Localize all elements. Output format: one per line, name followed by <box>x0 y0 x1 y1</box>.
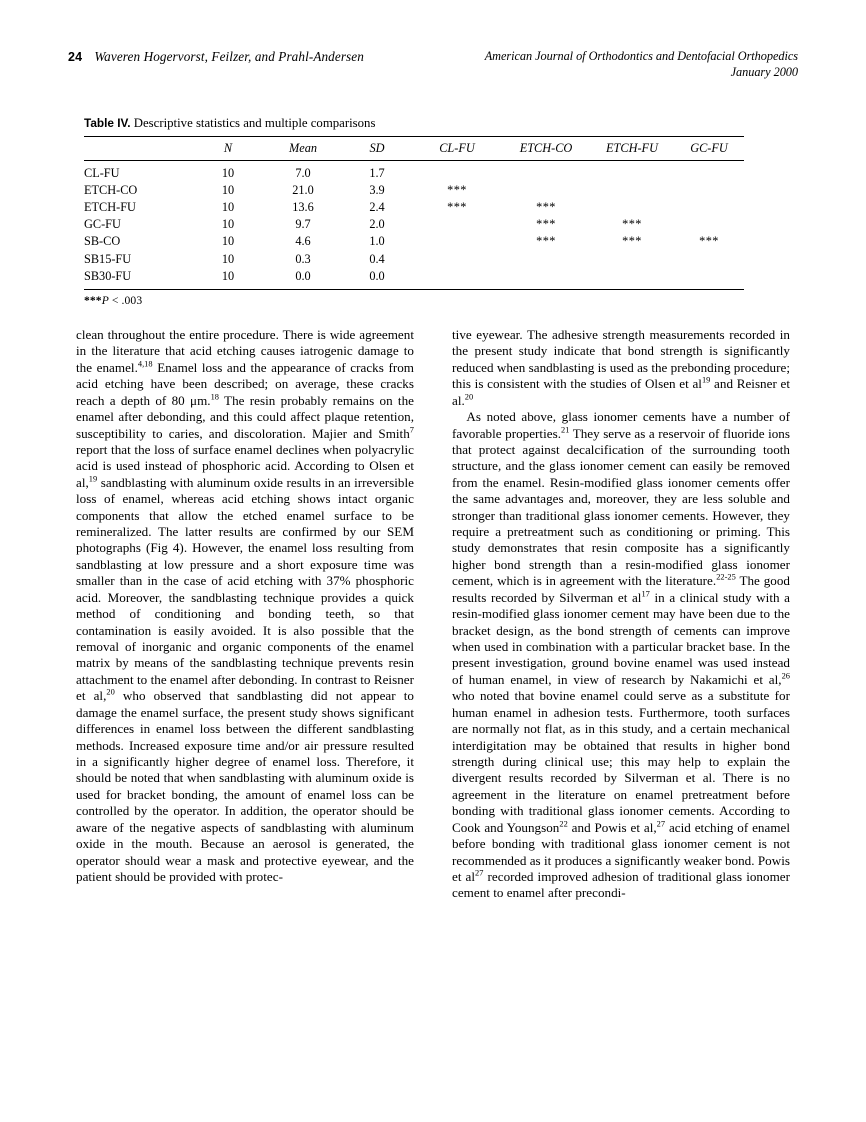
running-head <box>68 48 798 94</box>
cell-mean: 13.6 <box>292 200 314 215</box>
column-header-mean: Mean <box>289 141 317 155</box>
text-run: recorded improved adhesion of traditional glass ionomer cement to enamel after precondi- <box>452 868 790 901</box>
table-label: Table IV. <box>84 116 131 130</box>
citation-ref: 21 <box>560 425 570 435</box>
cell-etch-fu <box>590 250 674 267</box>
cell-sd: 3.9 <box>369 182 385 197</box>
table-block <box>84 116 744 307</box>
cell-etch-fu: *** <box>622 217 642 232</box>
table-row <box>84 233 744 250</box>
cell-group: SB30-FU <box>84 268 132 283</box>
cell-sd: 1.7 <box>369 165 385 180</box>
citation-ref: 22-25 <box>716 572 736 582</box>
right-column <box>452 327 790 1017</box>
footnote-value: < .003 <box>108 293 143 307</box>
cell-mean: 4.6 <box>295 234 311 249</box>
text-run: and Powis et al, <box>567 819 657 835</box>
text-run: acid etching of enamel before bonding with traditional glass ionomer cement is not recommended as it produces a significantly weaker bond. Powis et al <box>452 819 791 884</box>
column-header-cl-fu: CL-FU <box>439 141 475 155</box>
body-columns <box>76 327 790 1017</box>
cell-etch-fu <box>590 268 674 289</box>
cell-cl-fu <box>412 160 502 181</box>
journal-title: American Journal of Orthodontics and Dentofacial Orthopedics <box>484 49 798 63</box>
cell-group: SB15-FU <box>84 251 132 266</box>
cell-gc-fu <box>674 216 744 233</box>
cell-n: 10 <box>221 217 235 232</box>
text-run: m. <box>197 392 211 408</box>
paragraph-right-2 <box>452 409 790 902</box>
cell-gc-fu <box>674 268 744 289</box>
cell-sd: 2.0 <box>369 217 385 232</box>
citation-ref: 27 <box>475 868 484 878</box>
cell-cl-fu <box>412 233 502 250</box>
cell-gc-fu <box>674 182 744 199</box>
cell-cl-fu: *** <box>447 200 467 215</box>
running-head-left <box>68 48 364 66</box>
table-body <box>84 160 744 289</box>
cell-gc-fu: *** <box>699 234 719 249</box>
citation-ref: 19 <box>88 474 98 484</box>
cell-mean: 0.0 <box>295 268 311 283</box>
text-run: report that the loss of surface enamel declines when polyacrylic acid is used instead of phosphoric acid. According to Olsen et al, <box>76 441 414 490</box>
cell-group: SB-CO <box>84 234 121 249</box>
cell-n: 10 <box>221 268 235 283</box>
text-run: in a clinical study with a resin-modified glass ionomer cement may have been due to the bracket design, as the bond strength of cements can improve when used in combination with a particular bracket base. In the present investigation, ground bovine enamel was used instead of human enamel, in view of research by Nakamichi et al, <box>452 589 790 687</box>
cell-etch-co <box>502 182 590 199</box>
citation-ref: 22 <box>559 819 568 829</box>
text-run: sandblasting with aluminum oxide results in an irreversible loss of enamel, whereas acid etching shows intact organic components that allow the etched enamel surface to be remineralized. The latter results are confirmed by our SEM photographs (Fig 4). However, the enamel loss resulting from sandblasting at low pressure and a short exposure time was smaller than in the case of acid etching with 37% phosphoric acid. Moreover, the sandblasting technique provides a quick method of conditioning and bonding teeth, so that contamination is easily avoided. It is also possible that the removal of inorganic and organic components of the enamel matrix by means of the sandblasting technique prevents resin attachment to the enamel after debonding. In contrast to Reisner et al, <box>76 474 414 704</box>
cell-etch-fu <box>590 199 674 216</box>
citation-ref: 17 <box>641 589 650 599</box>
table-row <box>84 160 744 181</box>
cell-cl-fu <box>412 250 502 267</box>
text-run: The good results recorded by Silverman et al <box>452 573 790 605</box>
text-run: The resin probably remains on the enamel after debonding, and this could affect plaque retention, susceptibility to caries, and discoloration. Majier and Smith <box>76 392 414 441</box>
cell-group: ETCH-CO <box>84 182 138 197</box>
paragraph-right-1 <box>452 327 790 409</box>
left-column <box>76 327 414 1017</box>
page-number: 24 <box>68 50 83 64</box>
issue-date: January 2000 <box>730 65 798 79</box>
column-header-etch-fu: ETCH-FU <box>606 141 658 155</box>
cell-n: 10 <box>221 251 235 266</box>
cell-cl-fu: *** <box>447 182 467 197</box>
text-run: As noted above, glass ionomer cements have a number of favorable properties. <box>452 409 790 441</box>
citation-ref: 4,18 <box>137 359 153 369</box>
cell-sd: 1.0 <box>369 234 385 249</box>
column-header-group <box>84 137 192 161</box>
citation-ref: 19 <box>701 375 711 385</box>
cell-n: 10 <box>221 182 235 197</box>
table-caption-text: Descriptive statistics and multiple comparisons <box>133 116 376 130</box>
column-header-n: N <box>223 141 233 155</box>
citation-ref: 20 <box>464 392 474 402</box>
cell-n: 10 <box>221 234 235 249</box>
table-row <box>84 216 744 233</box>
cell-etch-fu: *** <box>622 234 642 249</box>
cell-mean: 9.7 <box>295 217 311 232</box>
citation-ref: 7 <box>409 425 414 435</box>
footnote-stars: *** <box>84 293 102 307</box>
text-run: and Reisner et al. <box>452 376 790 408</box>
cell-n: 10 <box>221 165 235 180</box>
cell-etch-co: *** <box>536 217 556 232</box>
cell-etch-fu <box>590 160 674 181</box>
text-run: They serve as a reservoir of fluoride ions that protect against decalcification of the surrounding tooth structure, and the glass ionomer cement can easily be removed from the enamel. Resin-modified glass ionomer cements offer the same advantages and, moreover, they are less soluble and stronger than traditional glass ionomer cements. However, they require a pretreatment such as conditioning or priming. This study demonstrates that resin composite has a significantly higher bond strength than a resin-modified glass ionomer cement, which is in agreement with the literature. <box>452 425 790 589</box>
cell-etch-co <box>502 268 590 289</box>
cell-n: 10 <box>221 200 235 215</box>
running-head-authors: Waveren Hogervorst, Feilzer, and Prahl-Andersen <box>94 49 364 64</box>
cell-group: GC-FU <box>84 217 121 232</box>
table-header <box>84 137 744 161</box>
cell-group: ETCH-FU <box>84 200 136 215</box>
cell-etch-co: *** <box>536 234 556 249</box>
text-run: clean throughout the entire procedure. There is wide agreement in the literature that acid etching causes iatrogenic damage to the enamel. <box>76 327 414 375</box>
column-header-etch-co: ETCH-CO <box>519 141 573 155</box>
descriptive-statistics-table <box>84 136 744 290</box>
table-row <box>84 268 744 289</box>
footnote-p-symbol: P <box>101 293 109 307</box>
text-run: who noted that bovine enamel could serve as a substitute for human enamel in adhesion tests. Furthermore, tooth surfaces are normally not flat, as in this study, and a certain mechanical interdigitation may be obtained that results in higher bond strength during clinical use; this may help to explain the divergent results recorded by Silverman et al. There is no agreement in the literature on enamel pretreatment before bonding with traditional glass ionomer cements. According to Cook and Youngson <box>452 688 790 835</box>
cell-cl-fu <box>412 216 502 233</box>
cell-sd: 2.4 <box>369 200 385 215</box>
text-run: Enamel loss and the appearance of cracks from acid etching have been described; on average, these cracks reach a depth of 80 <box>76 359 414 408</box>
table-header-row <box>84 137 744 161</box>
text-run: who observed that sandblasting did not appear to damage the enamel surface, the present study shows significant differences in enamel loss between the different sandblasting methods. Increased exposure time and/or air pressure resulted in a significantly higher degree of enamel loss. Therefore, it should be noted that when sandblasting with aluminum oxide is used for bracket bonding, the amount of enamel loss can be controlled by the operator. In addition, the operator should be aware of the negative aspects of sandblasting with aluminum oxide in the mouth. Because an aerosol is generated, the operator should wear a mask and protective eyewear, and the patient should be provided with protec- <box>76 688 414 884</box>
cell-gc-fu <box>674 199 744 216</box>
cell-mean: 7.0 <box>295 165 311 180</box>
citation-ref: 27 <box>656 819 666 829</box>
table-row <box>84 199 744 216</box>
cell-sd: 0.0 <box>369 268 385 283</box>
column-header-sd: SD <box>369 141 385 155</box>
citation-ref: 20 <box>106 687 115 697</box>
cell-etch-co <box>502 250 590 267</box>
table-row <box>84 250 744 267</box>
column-header-gc-fu: GC-FU <box>690 141 728 155</box>
cell-sd: 0.4 <box>369 251 385 266</box>
table-caption <box>84 116 744 131</box>
cell-mean: 0.3 <box>295 251 311 266</box>
running-head-right <box>485 48 798 80</box>
cell-etch-co: *** <box>536 200 556 215</box>
cell-cl-fu <box>412 268 502 289</box>
cell-etch-fu <box>590 182 674 199</box>
cell-mean: 21.0 <box>292 182 314 197</box>
text-run: tive eyewear. The adhesive strength measurements recorded in the present study indicate that bond strength is significantly reduced when sandblasting is used as the prebonding procedure; this is consistent with the studies of Olsen et al <box>452 327 790 392</box>
cell-gc-fu <box>674 160 744 181</box>
cell-gc-fu <box>674 250 744 267</box>
cell-group: CL-FU <box>84 165 120 180</box>
citation-ref: 26 <box>781 671 790 681</box>
cell-etch-co <box>502 160 590 181</box>
table-row <box>84 182 744 199</box>
table-footnote <box>84 294 744 307</box>
paragraph-left-1: clean throughout the entire procedure. There is wide agreement in the literature that acid etching causes iatrogenic damage to the enamel.$^{4,18}$ Enamel loss and the appearance of cracks from acid etching have been described; on average, these cracks reach a depth of 80 μm.$^{18}$ The resin probably remains on the enamel after debonding, and this could affect plaque retention, susceptibility to caries, and discoloration. Majier and Smith$^7$ report that the loss of surface enamel declines when polyacrylic acid is used instead of phosphoric acid. According to Olsen et al,$^{19}$ sandblasting with aluminum oxide results in an irreversible loss of enamel, whereas acid etching shows intact organic components that allow the etched enamel surface to be remineralized. The latter results are confirmed by our SEM photographs (Fig 4). However, the enamel loss resulting from sandblasting at low pressure and a short exposure time was smaller than in the case of acid etching with 37% phosphoric acid. Moreover, the sandblasting technique provides a quick method of conditioning and bonding teeth, so that contamination is easily avoided. It is also possible that the removal of inorganic and organic components of the enamel matrix by means of the sandblasting technique prevents resin attachment to the enamel after debonding. In contrast to Reisner et al,$^{20}$ who observed that sandblasting did not appear to damage the enamel surface, the present study shows significant differences in enamel loss between the different sandblasting methods. Increased exposure time and/or air pressure resulted in a significantly higher degree of enamel loss. Therefore, it should be noted that when sandblasting with aluminum oxide is used for bracket bonding, the amount of enamel loss can be controlled by the operator. In addition, the operator should be aware of the negative aspects of sandblasting with aluminum oxide in the mouth. Because an aerosol is generated, the operator should wear a mask and protective eyewear, and the patient should be provided with protec- <box>76 327 414 884</box>
citation-ref: 18 <box>210 392 219 402</box>
